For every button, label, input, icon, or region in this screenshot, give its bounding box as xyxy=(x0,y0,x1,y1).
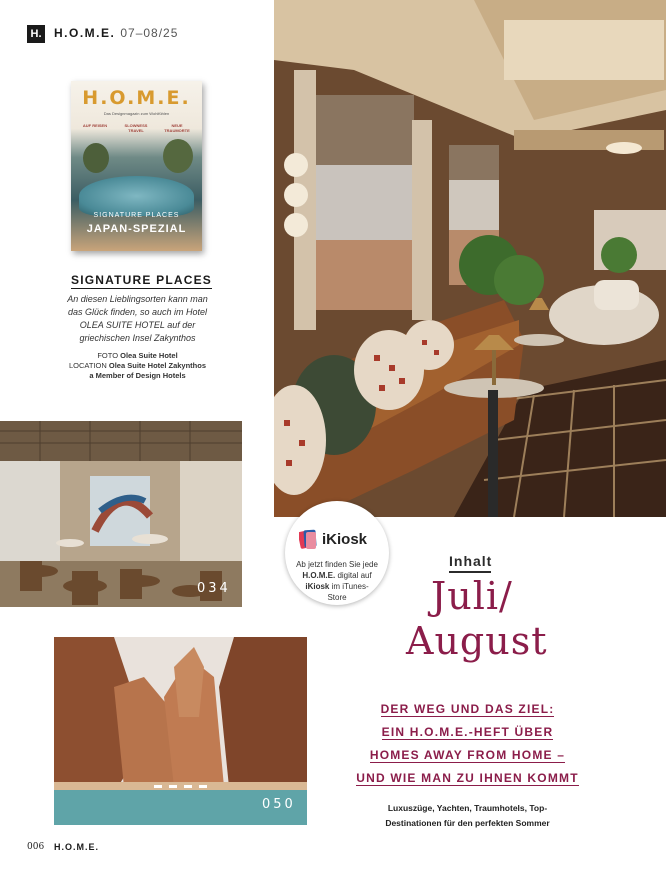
ikiosk-line-6: Store xyxy=(327,593,347,602)
headline-text-4: UND WIE MAN ZU IHNEN KOMMT xyxy=(356,771,579,785)
page-number: 006 xyxy=(27,842,45,852)
credit-foto-label: FOTO xyxy=(97,351,119,360)
credit-foto-value: Olea Suite Hotel xyxy=(120,351,178,360)
credit-location-value: Olea Suite Hotel Zakynthos xyxy=(108,361,206,370)
credit-member xyxy=(60,371,215,380)
cover-pool xyxy=(79,176,194,216)
magazine-cover[interactable] xyxy=(71,81,202,251)
ikiosk-line-5: im iTunes- xyxy=(331,582,369,591)
restaurant-page-number: 034 xyxy=(197,581,231,596)
cover-teaser-3: NEUE TRAUMORTE xyxy=(164,123,190,133)
cover-tag-big: JAPAN-SPEZIAL xyxy=(86,223,187,235)
ikiosk-icon xyxy=(299,528,317,550)
cover-teaser-1: AUF REISEN xyxy=(82,123,108,128)
header-title xyxy=(54,26,178,40)
headline-text-2: EIN H.O.M.E.-HEFT ÜBER xyxy=(381,725,554,739)
credit-location-label: LOCATION xyxy=(69,361,107,370)
footer-magazine: H.O.M.E. xyxy=(54,842,100,852)
cover-tree xyxy=(83,143,109,173)
train-interior-photo[interactable] xyxy=(274,0,666,517)
ikiosk-line-3: digital auf xyxy=(337,571,372,580)
contents-underline xyxy=(449,571,491,573)
issue-number: 07–08/25 xyxy=(120,26,179,40)
subline-1: Luxuszüge, Yachten, Traumhotels, Top- xyxy=(387,803,548,813)
canyon-page-number: 050 xyxy=(262,797,296,812)
cover-subtitle: Das Designmagazin zum Wohlfühlen xyxy=(103,111,170,116)
canyon-photo[interactable] xyxy=(54,637,307,825)
ikiosk-badge[interactable] xyxy=(285,501,389,605)
ikiosk-app: iKiosk xyxy=(305,582,330,591)
headline-line-3 xyxy=(340,748,595,762)
ikiosk-title: iKiosk xyxy=(322,531,368,548)
contents-title-line-1: Juli/ xyxy=(431,574,513,618)
headline-line-4 xyxy=(340,771,595,785)
ikiosk-text xyxy=(289,559,385,603)
headline-text-1: DER WEG UND DAS ZIEL: xyxy=(380,702,555,716)
credit-member-value: a Member of Design Hotels xyxy=(89,371,186,380)
ikiosk-line-1: Ab jetzt finden Sie jede xyxy=(296,560,378,569)
contents-title-line-2: August xyxy=(406,619,548,663)
restaurant-photo[interactable] xyxy=(0,421,242,607)
cover-teaser-2: SLOWNESS TRAVEL xyxy=(124,123,148,133)
contents-label: Inhalt xyxy=(449,553,493,569)
train-interior-illustration xyxy=(274,0,666,517)
credit-location xyxy=(60,361,215,370)
cover-tree xyxy=(163,139,193,173)
headline-line-2 xyxy=(340,725,595,739)
headline-text-3: HOMES AWAY FROM HOME – xyxy=(369,748,566,762)
headline-line-1 xyxy=(340,702,595,716)
cover-title: H.O.M.E. xyxy=(82,87,191,109)
ikiosk-mag: H.O.M.E. xyxy=(302,571,336,580)
magazine-name: H.O.M.E. xyxy=(54,26,116,40)
magazine-logo: H. xyxy=(27,25,45,43)
cover-tag-small: SIGNATURE PLACES xyxy=(93,212,180,219)
restaurant-illustration xyxy=(0,421,242,607)
subline-2: Destinationen für den perfekten Sommer xyxy=(385,818,550,828)
credit-foto xyxy=(60,351,215,360)
caption-body: An diesen Lieblingsorten kann man das Glück finden, so auch im Hotel OLEA SUITE HOTEL auf der griechischen Insel Zakynthos xyxy=(67,294,208,343)
caption-title: SIGNATURE PLACES xyxy=(71,273,212,287)
